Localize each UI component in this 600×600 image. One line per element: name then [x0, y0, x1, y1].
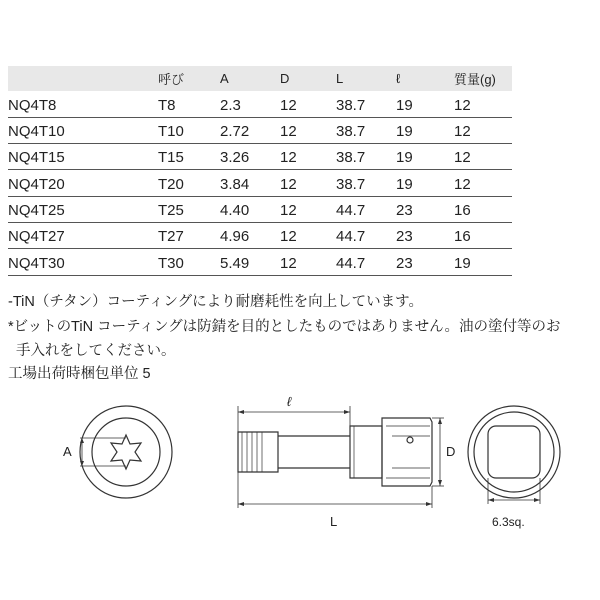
l-cell: 38.7	[336, 96, 366, 114]
l-cell: 44.7	[336, 201, 366, 219]
l-cell: 44.7	[336, 228, 366, 246]
a-cell: 5.49	[220, 254, 250, 272]
size-cell: T8	[158, 96, 176, 114]
side-view	[238, 394, 455, 529]
d-cell: 12	[280, 254, 297, 272]
bit-length-cell: 19	[396, 149, 413, 167]
model-cell: NQ4T8	[8, 96, 57, 114]
l-cell: 38.7	[336, 175, 366, 193]
bit-shank	[278, 436, 350, 468]
a-cell: 4.40	[220, 201, 250, 219]
d-cell: 12	[280, 201, 297, 219]
front-outer-circle	[80, 406, 172, 498]
table-row	[8, 144, 512, 170]
bit-length-cell: 19	[396, 123, 413, 141]
d-cell: 12	[280, 96, 297, 114]
size-cell: T15	[158, 149, 184, 167]
bit-flutes	[242, 432, 262, 472]
l-cell: 44.7	[336, 254, 366, 272]
l-cell: 38.7	[336, 149, 366, 167]
socket-detail-lines	[386, 426, 430, 478]
label-square-drive: 6.3sq.	[492, 515, 525, 529]
a-cell: 2.72	[220, 123, 250, 141]
weight-cell: 12	[454, 149, 471, 167]
label-d: D	[446, 444, 456, 459]
size-cell: T30	[158, 254, 184, 272]
header-size: 呼び	[158, 72, 185, 87]
back-outer-circle	[468, 406, 560, 498]
header-model	[8, 66, 158, 91]
model-cell: NQ4T30	[8, 254, 65, 272]
spec-table	[8, 66, 512, 276]
table-row	[8, 196, 512, 222]
l-cell: 38.7	[336, 123, 366, 141]
note-rust-warning: *ビットのTiN コーティングは防錆を目的としたものではありません。油の塗付等のお	[8, 319, 561, 335]
back-inner-circle	[474, 412, 554, 492]
model-cell: NQ4T15	[8, 149, 65, 167]
model-cell: NQ4T20	[8, 175, 65, 193]
torx-bit-tip	[238, 432, 278, 472]
size-cell: T27	[158, 228, 184, 246]
bit-length-cell: 19	[396, 96, 413, 114]
weight-cell: 12	[454, 123, 471, 141]
weight-cell: 16	[454, 228, 471, 246]
model-cell: NQ4T10	[8, 123, 65, 141]
socket-drive-end	[382, 418, 432, 486]
d-cell: 12	[280, 123, 297, 141]
label-bit-length: ℓ	[287, 394, 292, 409]
size-cell: T10	[158, 123, 184, 141]
bit-length-cell: 19	[396, 175, 413, 193]
socket-ball-detent	[407, 437, 413, 443]
header-d: D	[280, 71, 290, 86]
socket-drawing	[0, 380, 600, 540]
bit-length-cell: 23	[396, 201, 413, 219]
note-tin-coating: -TiN（チタン）コーティングにより耐磨耗性を向上しています。	[8, 294, 424, 310]
table-row	[8, 249, 512, 275]
size-cell: T20	[158, 175, 184, 193]
note-care: 手入れをしてください。	[16, 343, 176, 359]
square-drive-icon	[488, 426, 540, 478]
d-cell: 12	[280, 149, 297, 167]
socket-body	[350, 426, 382, 478]
d-cell: 12	[280, 228, 297, 246]
torx-star-icon	[111, 435, 141, 469]
a-cell: 3.26	[220, 149, 250, 167]
model-cell: NQ4T27	[8, 228, 65, 246]
weight-cell: 19	[454, 254, 471, 272]
table-row	[8, 170, 512, 196]
bit-length-cell: 23	[396, 228, 413, 246]
a-cell: 3.84	[220, 175, 250, 193]
table-row	[8, 91, 512, 117]
back-view-square-drive	[468, 406, 560, 529]
front-inner-circle	[92, 418, 160, 486]
bit-length-cell: 23	[396, 254, 413, 272]
table-row	[8, 117, 512, 143]
header-a: A	[220, 71, 229, 86]
table-row	[8, 222, 512, 248]
a-cell: 2.3	[220, 96, 241, 114]
label-a: A	[63, 444, 72, 459]
model-cell: NQ4T25	[8, 201, 65, 219]
table-header-row	[8, 66, 512, 91]
header-weight: 質量(g)	[454, 72, 496, 87]
weight-cell: 12	[454, 175, 471, 193]
header-l: L	[336, 71, 344, 86]
a-cell: 4.96	[220, 228, 250, 246]
size-cell: T25	[158, 201, 184, 219]
note-packing-unit: 工場出荷時梱包単位 5	[8, 366, 151, 382]
header-bit-length: ℓ	[396, 71, 401, 86]
weight-cell: 16	[454, 201, 471, 219]
label-total-length: L	[330, 514, 338, 529]
d-cell: 12	[280, 175, 297, 193]
weight-cell: 12	[454, 96, 471, 114]
front-view-torx	[63, 406, 172, 498]
